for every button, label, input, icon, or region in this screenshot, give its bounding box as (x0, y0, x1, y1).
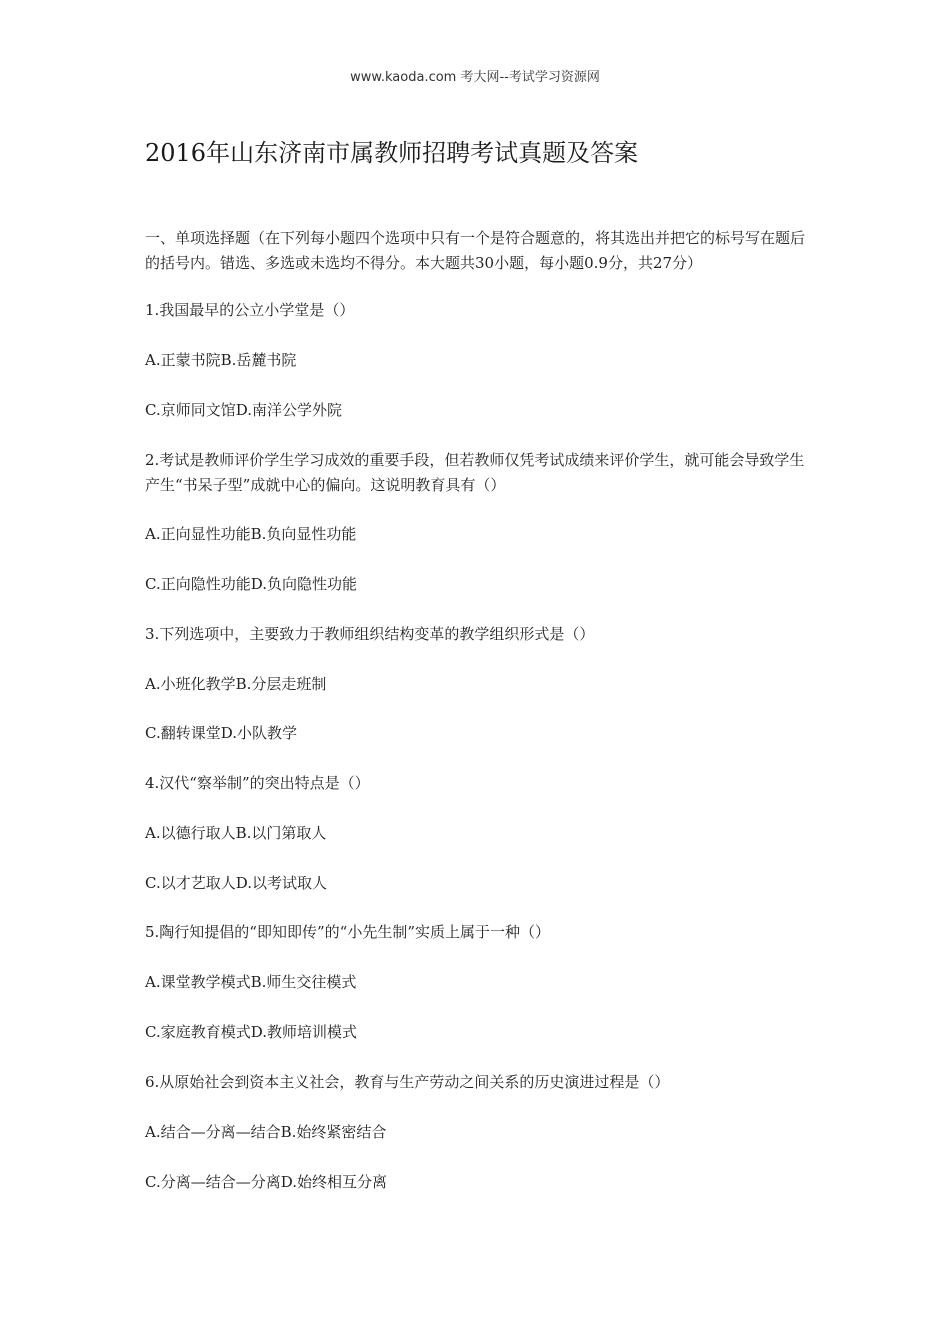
question-1-stem: 1.我国最早的公立小学堂是（） (145, 301, 355, 319)
question-4-options-ab: A.以德行取人B.以门第取人 (145, 824, 327, 842)
question-2-options-ab: A.正向显性功能B.负向显性功能 (145, 525, 357, 543)
question-3-stem: 3.下列选项中，主要致力于教师组织结构变革的教学组织形式是（） (145, 625, 595, 643)
question-4-stem: 4.汉代“察举制”的突出特点是（） (145, 774, 370, 792)
question-6-options-ab: A.结合—分离—结合B.始终紧密结合 (145, 1123, 387, 1141)
section-intro: 一、单项选择题（在下列每小题四个选项中只有一个是符合题意的，将其选出并把它的标号写在题后的括号内。错选、多选或未选均不得分。本大题共30小题，每小题0.9分，共27分） (145, 229, 806, 272)
question-3-options-cd: C.翻转课堂D.小队教学 (145, 724, 297, 742)
question-5-stem: 5.陶行知提倡的“即知即传”的“小先生制”实质上属于一种（） (145, 923, 550, 941)
question-2-options-cd: C.正向隐性功能D.负向隐性功能 (145, 575, 357, 593)
question-1-options-ab: A.正蒙书院B.岳麓书院 (145, 351, 297, 369)
question-4-options-cd: C.以才艺取人D.以考试取人 (145, 874, 327, 892)
question-5-options-cd: C.家庭教育模式D.教师培训模式 (145, 1023, 357, 1041)
question-2-stem: 2.考试是教师评价学生学习成效的重要手段，但若教师仅凭考试成绩来评价学生，就可能会导致学生产生“书呆子型”成就中心的偏向。这说明教育具有（） (145, 451, 805, 494)
question-6-stem: 6.从原始社会到资本主义社会，教育与生产劳动之间关系的历史演进过程是（） (145, 1073, 670, 1091)
question-5-options-ab: A.课堂教学模式B.师生交往模式 (145, 973, 357, 991)
question-1-options-cd: C.京师同文馆D.南洋公学外院 (145, 401, 342, 419)
document-title: 2016年山东济南市属教师招聘考试真题及答案 (145, 139, 639, 167)
question-6-options-cd: C.分离—结合—分离D.始终相互分离 (145, 1173, 387, 1191)
question-3-options-ab: A.小班化教学B.分层走班制 (145, 675, 327, 693)
site-header: www.kaoda.com 考大网--考试学习资源网 (350, 70, 600, 85)
